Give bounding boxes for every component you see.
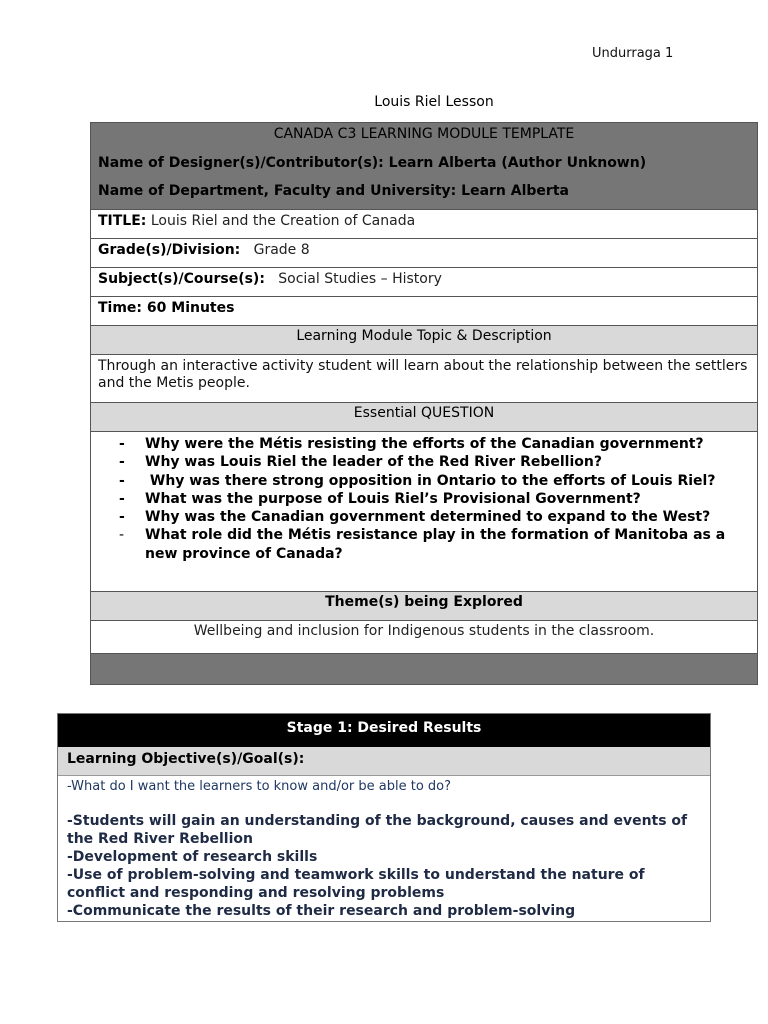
list-item: - Why was Louis Riel the leader of the Red River Rebellion? <box>119 454 602 471</box>
template-footer-bar <box>91 654 757 684</box>
list-item: - Why was the Canadian government determined to expand to the West? <box>119 509 711 526</box>
topic-heading: Learning Module Topic & Description <box>91 326 757 355</box>
essential-question-list <box>91 432 757 592</box>
stage1-table <box>57 713 711 922</box>
template-header-title: CANADA C3 LEARNING MODULE TEMPLATE <box>273 126 575 142</box>
page-header: Undurraga 1 <box>592 46 674 61</box>
list-item: -Communicate the results of their research and problem-solving <box>67 903 576 919</box>
question-heading: Essential QUESTION <box>91 403 757 432</box>
topic-description: Through an interactive activity student will learn about the relationship between the settlers and the Metis people. <box>91 355 757 403</box>
department-line: Name of Department, Faculty and University: Learn Alberta <box>98 183 569 199</box>
time-label: Time: 60 Minutes <box>98 300 235 316</box>
title-label: TITLE: <box>98 213 147 229</box>
list-item: -Use of problem-solving and teamwork skills to understand the nature of conflict and responding and resolving problems <box>67 867 645 901</box>
list-item: -Students will gain an understanding of the background, causes and events of the Red River Rebellion <box>67 813 688 847</box>
grade-label: Grade(s)/Division: <box>98 242 241 258</box>
list-item: - Why was there strong opposition in Ontario to the efforts of Louis Riel? <box>119 472 716 489</box>
subject-label: Subject(s)/Course(s): <box>98 271 265 287</box>
stage1-heading: Stage 1: Desired Results <box>58 714 710 747</box>
document-title: Louis Riel Lesson <box>374 94 494 110</box>
list-item: - Why were the Métis resisting the efforts of the Canadian government? <box>119 436 704 452</box>
template-header-block <box>91 123 757 210</box>
objectives-prompt: -What do I want the learners to know and/or be able to do? <box>67 779 452 794</box>
learning-objectives-heading: Learning Objective(s)/Goal(s): <box>58 747 710 776</box>
time-row <box>91 297 757 326</box>
title-row <box>91 210 757 239</box>
list-item: - What was the purpose of Louis Riel’s Provisional Government? <box>119 490 641 507</box>
list-item: -Development of research skills <box>67 849 318 865</box>
subject-value: Social Studies – History <box>264 271 442 287</box>
designer-line: Name of Designer(s)/Contributor(s): Learn Alberta (Author Unknown) <box>98 155 647 171</box>
learning-objectives-body <box>58 776 710 921</box>
subject-row <box>91 268 757 297</box>
theme-text: Wellbeing and inclusion for Indigenous students in the classroom. <box>91 621 757 654</box>
grade-row <box>91 239 757 268</box>
grade-value: Grade 8 <box>240 242 310 258</box>
module-template-table <box>90 122 758 685</box>
title-value: Louis Riel and the Creation of Canada <box>146 213 416 229</box>
list-item: - What role did the Métis resistance play in the formation of Manitoba as a new province of Canada? <box>119 527 726 562</box>
theme-heading: Theme(s) being Explored <box>91 592 757 621</box>
